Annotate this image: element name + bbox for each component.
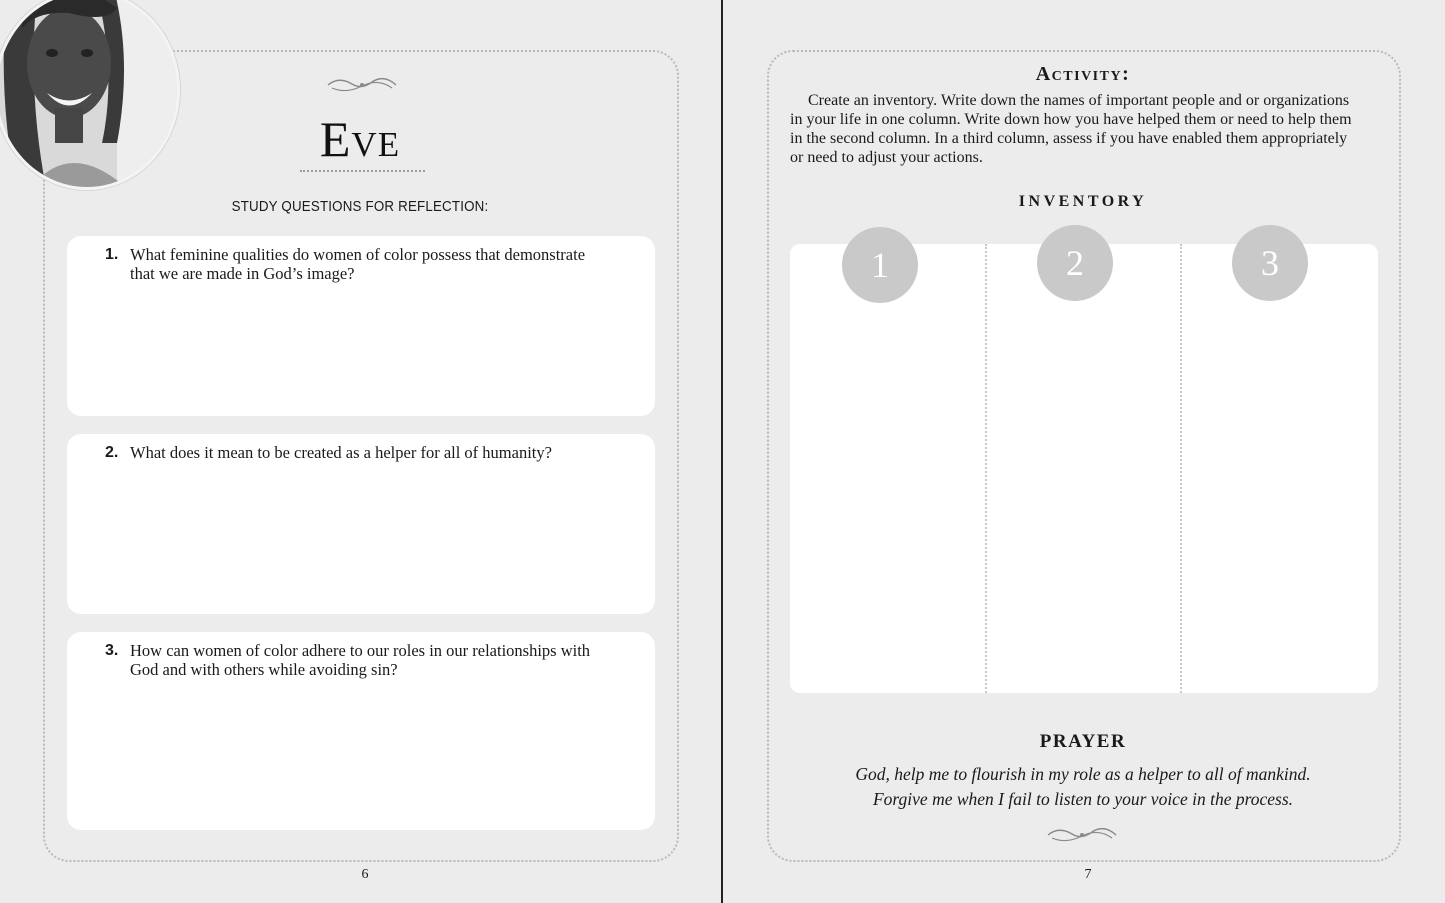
column-divider xyxy=(985,244,987,693)
title-divider xyxy=(300,170,425,172)
ornament-flourish-icon xyxy=(324,74,400,96)
question-box[interactable] xyxy=(67,632,655,830)
inventory-table[interactable] xyxy=(790,244,1378,693)
prayer-line: Forgive me when I fail to listen to your voice in the process. xyxy=(872,789,1294,809)
prayer-text xyxy=(783,762,1383,812)
page-title: Eve xyxy=(319,111,401,167)
column-divider xyxy=(1180,244,1182,693)
column-number-badge: 2 xyxy=(1037,225,1113,301)
page-number: 6 xyxy=(361,867,369,882)
ornament-flourish-icon xyxy=(1044,824,1120,846)
question-text: What does it mean to be created as a helper for all of humanity? xyxy=(130,443,552,462)
inventory-heading: INVENTORY xyxy=(1018,193,1148,210)
activity-instructions: Create an inventory. Write down the names of important people and or organizations in your life in one column. Write down how you have helped them or need to help them in the second column. In a third column, assess if you have enabled them appropriately or need to adjust your actions. xyxy=(790,92,1352,166)
column-number-badge: 1 xyxy=(842,227,918,303)
question-text: What feminine qualities do women of color possess that demonstrate that we are made in God’s image? xyxy=(130,245,586,283)
question-number: 3. xyxy=(105,642,119,659)
question-number: 1. xyxy=(105,246,119,263)
prayer-line: God, help me to flourish in my role as a helper to all of mankind. xyxy=(855,764,1311,784)
question-box[interactable] xyxy=(67,434,655,614)
question-text: How can women of color adhere to our roles in our relationships with God and with others while avoiding sin? xyxy=(130,641,591,679)
question-number: 2. xyxy=(105,444,119,461)
activity-heading: Activity: xyxy=(1035,63,1131,85)
right-page xyxy=(723,0,1445,903)
study-questions-heading: STUDY QUESTIONS FOR REFLECTION: xyxy=(231,199,489,215)
prayer-heading: PRAYER xyxy=(1039,731,1127,752)
page-number: 7 xyxy=(1084,867,1092,882)
question-box[interactable] xyxy=(67,236,655,416)
column-number-badge: 3 xyxy=(1232,225,1308,301)
left-page xyxy=(0,0,722,903)
